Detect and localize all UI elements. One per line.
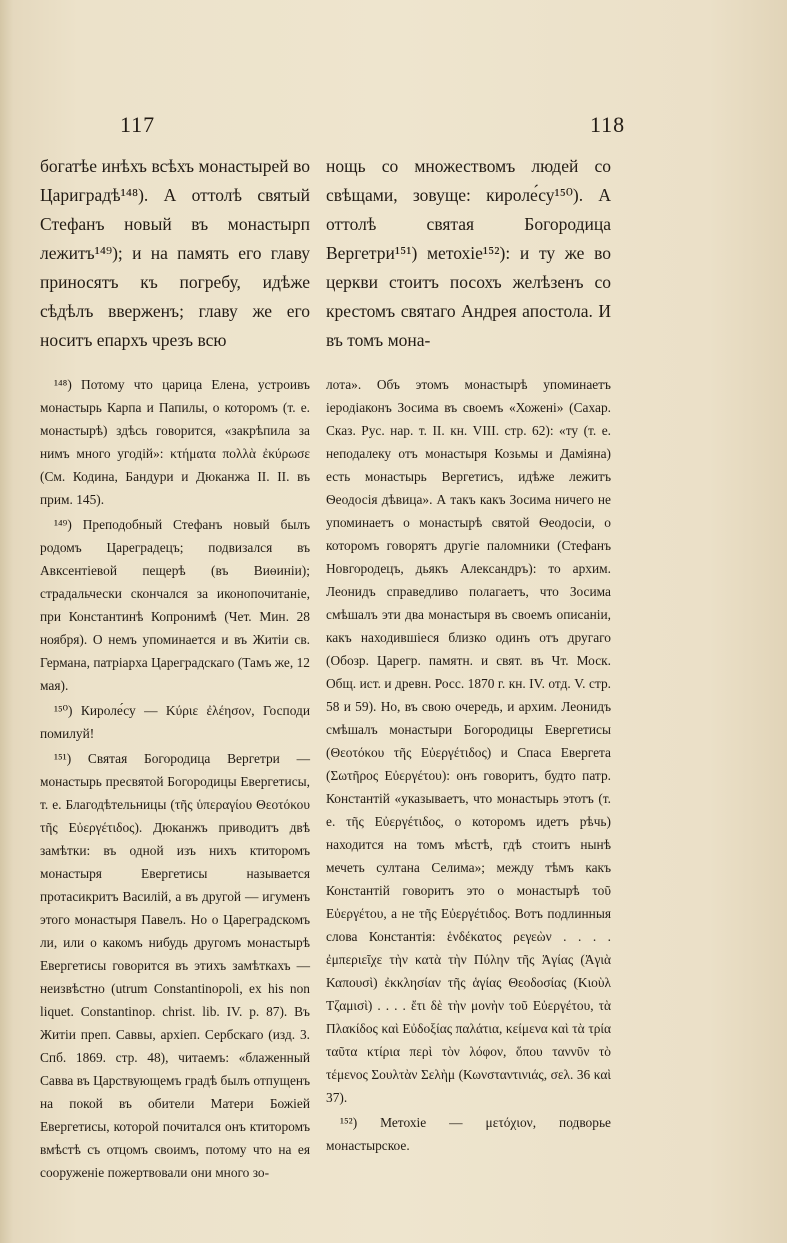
footnote-149: ¹⁴⁹) Преподобный Стефанъ новый былъ родомъ Цареградецъ; подвизался въ Авксентіевой пещерѣ (въ Виѳиніи); страдальчески скончался за иконопочитаніе, при Константинѣ Копронимѣ (Чет. Мин. 28 ноября). О немъ упоминается и въ Житіи св. Германа, патріарха Цареградскаго (Тамъ же, 12 мая). xyxy=(40,517,310,693)
page-number-right: 118 xyxy=(590,112,626,137)
right-footnotes xyxy=(326,373,611,1157)
footnote-151-continued: лота». Объ этомъ монастырѣ упоминаетъ іеродіаконъ Зосима въ своемъ «Хожені» (Сахар. Сказ. Рус. нар. т. II. кн. VIII. стр. 62): «ту (т. е. неподалеку отъ монастыря Козьмы и Даміяна) есть монастырь Вергетисъ, идѣже лежитъ Ѳеодосія дѣвица». А такъ какъ Зосима ничего не упоминаетъ о монастырѣ святой Ѳеодосіи, о которомъ говорятъ другіе паломники (Стефанъ Новгородецъ, дьякъ Александръ): то архим. Леонидъ справедливо полагаетъ, что Зосима смѣшалъ эти два монастыря въ своемъ описаніи, какъ находившіеся близко одинъ отъ другаго (Обозр. Царегр. памятн. и свят. въ Чт. Моск. Общ. ист. и древн. Росс. 1870 г. кн. IV. отд. V. стр. 58 и 59). Но, въ свою очередь, и архим. Леонидъ смѣшалъ монастыри Богородицы Евергетисы (Θεοτόκου τῆς Εὐεργέτιδος) и Спаса Евергета (Σωτῆρος Εὐεργέτου): онъ говоритъ, будто патр. Константій «указываетъ, что монастырь этотъ (т. е. τῆς Εὐεργέτιδος, о которомъ идетъ рѣчь) находится на томъ мѣстѣ, гдѣ стоитъ нынѣ мечеть султана Селима»; между тѣмъ какъ Константій говоритъ это о монастырѣ τοῦ Εὐεργέτου, а не τῆς Εὐεργέτιδος. Вотъ подлинныя слова Константія: ἑνδέκατος ρεγεὼν . . . . ἐμπεριεῖχε τὴν κατὰ τὴν Πύλην τῆς Ἁγίας (Ἁγιὰ Καπουσὶ) ἐκκλησίαν τῆς ἁγίας Θεοδοσίας (Κιοὺλ Τζαμισὶ) . . . . ἔτι δὲ τὴν μονὴν τοῦ Εὐεργέτου, τὰ Πλακίδος καὶ Εὐδοξίας παλάτια, κείμενα καὶ τὰ τρία ταῦτα κτίρια περὶ τὸν λόφον, ὅπου ταννῦν τὸ τέμενος Σουλτὰν Σελὴμ (Κωνσταντινιάς, σελ. 36 καὶ 37). xyxy=(326,377,611,1105)
footnote-152: ¹⁵²) Метохіе — μετόχιον, подворье монастырское. xyxy=(326,1115,611,1153)
left-footnotes xyxy=(40,373,310,1184)
right-main-text-block xyxy=(326,152,611,355)
left-main-text: богатѣе инѣхъ всѣхъ монастырей во Цариградѣ¹⁴⁸). А оттолѣ святый Стефанъ новый въ монастырп лежитъ¹⁴⁹); и на память его главу приносятъ къ погребу, идѣже сѣдѣлъ вверженъ; главу же его носитъ епархъ чрезъ всю xyxy=(40,156,310,350)
left-page-column xyxy=(40,152,310,1186)
text-footnote-separator xyxy=(40,355,310,373)
page-number-left: 117 xyxy=(120,112,156,137)
binding-gutter xyxy=(0,0,14,1243)
footnote-148: ¹⁴⁸) Потому что царица Елена, устроивъ монастырь Карпа и Папилы, о которомъ (т. е. монастырѣ) здѣсь говорится, «закрѣпила за нимъ много угодій»: κτήματα πολλὰ ἐκύρωσε (См. Кодина, Бандури и Дюканжа II. II. въ прим. 145). xyxy=(40,377,310,507)
footnote-151: ¹⁵¹) Святая Богородица Вергетри — монастырь пресвятой Богородицы Евергетисы, т. е. Благодѣтельницы (τῆς ὑπεραγίου Θεοτόκου τῆς Εὐεργέτιδος). Дюканжъ приводитъ двѣ замѣтки: въ одной изъ нихъ ктиторомъ монастыря Евергетисы называется протасикритъ Василій, а въ другой — игуменъ этого монастыря Павелъ. Но о Цареградскомъ ли, или о какомъ нибудь другомъ монастырѣ Евергетисы говорится въ этихъ замѣткахъ — неизвѣстно (utrum Constantinopoli, ex his non liquet. Constantinop. christ. lib. IV. p. 87). Въ Житіи преп. Саввы, архіеп. Сербскаго (изд. 3. Спб. 1869. стр. 48), читаемъ: «блаженный Савва въ Царствующемъ градѣ былъ отпущенъ на покой въ обители Матери Божіей Евергетисы, которой почитался онъ ктиторомъ вмѣстѣ съ отцомъ своимъ, потому что на ея сооруженіе пожертвовали они много зо- xyxy=(40,751,310,1180)
right-page-column xyxy=(326,152,611,1159)
left-main-text-block xyxy=(40,152,310,355)
footnote-150: ¹⁵⁰) Кироле́су — Κύριε ἐλέησον, Господи помилуй! xyxy=(40,703,310,741)
right-main-text: нощь со множествомъ людей со свѣщами, зовуще: кироле́су¹⁵⁰). А оттолѣ святая Богородица Вергетри¹⁵¹) метохіе¹⁵²): и ту же во церкви стоитъ посохъ желѣзенъ со крестомъ святаго Андрея апостола. И въ томъ мона- xyxy=(326,156,611,350)
text-footnote-separator xyxy=(326,355,611,373)
